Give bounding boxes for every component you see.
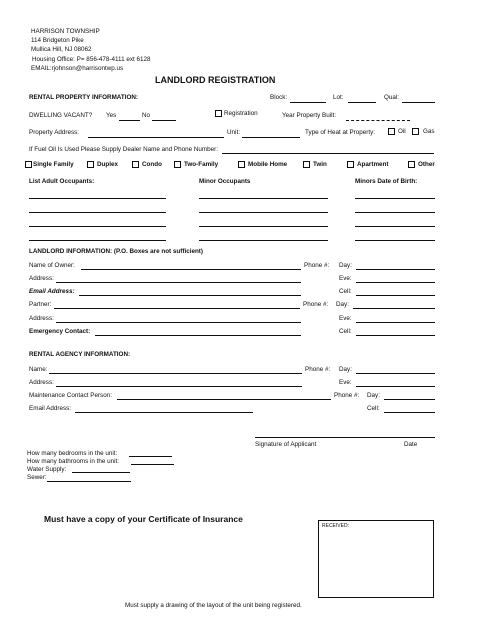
owner-address-field[interactable] — [56, 282, 301, 283]
owner-email-label: Email Address: — [29, 288, 75, 295]
minor-occupant-line[interactable] — [199, 198, 328, 199]
single-family-checkbox[interactable] — [25, 161, 32, 168]
page-title: LANDLORD REGISTRATION — [155, 75, 276, 85]
minors-dob-label: Minors Date of Birth: — [355, 178, 418, 185]
partner-label: Partner: — [29, 301, 52, 308]
agency-day-field[interactable] — [356, 373, 435, 374]
date-label: Date — [404, 441, 418, 448]
bathrooms-field[interactable] — [131, 464, 174, 465]
sewer-label: Sewer: — [27, 474, 47, 481]
owner-cell-label: Cell: — [339, 288, 352, 295]
owner-day-field[interactable] — [356, 269, 435, 270]
landlord-heading: LANDLORD INFORMATION: (P.O. Boxes are not sufficient) — [29, 248, 203, 255]
fuel-oil-dealer-field[interactable] — [222, 153, 434, 154]
agency-address-field[interactable] — [56, 386, 302, 387]
partner-address-field[interactable] — [56, 322, 301, 323]
water-supply-label: Water Supply: — [27, 466, 67, 473]
emergency-contact-field[interactable] — [95, 335, 301, 336]
agency-cell-label: Cell: — [367, 405, 380, 412]
emergency-cell-label: Cell: — [339, 328, 352, 335]
minor-dob-line[interactable] — [355, 212, 435, 213]
maintenance-day-label: Day: — [367, 392, 380, 399]
owner-email-field[interactable] — [79, 295, 301, 296]
maintenance-day-field[interactable] — [384, 399, 435, 400]
partner-address-label: Address: — [29, 315, 54, 322]
other-checkbox[interactable] — [408, 161, 415, 168]
rental-property-heading: RENTAL PROPERTY INFORMATION: — [29, 94, 139, 101]
year-built-label: Year Property Built: — [282, 112, 337, 119]
vacant-no-label: No — [142, 112, 151, 119]
partner-day-label: Day: — [336, 301, 349, 308]
property-address-label: Property Address: — [29, 129, 80, 136]
owner-cell-field[interactable] — [356, 295, 435, 296]
agency-name-field[interactable] — [49, 373, 302, 374]
apartment-label: Apartment — [357, 161, 389, 168]
unit-label: Unit: — [227, 129, 240, 136]
vacant-yes-field[interactable] — [119, 120, 140, 121]
owner-name-label: Name of Owner: — [29, 262, 75, 269]
twin-label: Twin — [313, 161, 327, 168]
sewer-field[interactable] — [47, 481, 131, 482]
agency-name-label: Name: — [29, 366, 48, 373]
vacant-yes-label: Yes — [106, 112, 117, 119]
owner-address-label: Address: — [29, 275, 54, 282]
emergency-contact-label: Emergency Contact: — [29, 328, 91, 335]
lot-label: Lot: — [333, 94, 344, 101]
agency-cell-field[interactable] — [384, 412, 435, 413]
signature-line[interactable] — [255, 437, 435, 438]
insurance-note: Must have a copy of your Certificate of Insurance — [44, 514, 243, 524]
agency-email-field[interactable] — [75, 412, 253, 413]
adult-occupant-line[interactable] — [29, 226, 166, 227]
agency-eve-label: Eve: — [339, 379, 352, 386]
adult-occupants-label: List Adult Occupants: — [29, 178, 95, 185]
agency-phone-label: Phone #: — [305, 366, 331, 373]
received-label: RECEIVED: — [322, 523, 349, 529]
emergency-cell-field[interactable] — [356, 335, 435, 336]
adult-occupant-line[interactable] — [29, 212, 166, 213]
property-address-field[interactable] — [88, 137, 224, 138]
maintenance-phone-label: Phone #: — [334, 392, 360, 399]
registration-checkbox[interactable] — [215, 110, 222, 117]
dwelling-vacant-label: DWELLING VACANT? — [29, 112, 93, 119]
unit-field[interactable] — [242, 137, 300, 138]
partner-phone-label: Phone #: — [303, 301, 329, 308]
duplex-label: Duplex — [97, 161, 118, 168]
agency-heading: RENTAL AGENCY INFORMATION: — [29, 351, 131, 358]
apartment-checkbox[interactable] — [347, 161, 354, 168]
registration-label: Registration — [224, 110, 258, 117]
agency-email-label: Email Address: — [29, 405, 71, 412]
block-label: Block: — [270, 94, 288, 101]
agency-address-label: Address: — [29, 379, 54, 386]
mobile-home-checkbox[interactable] — [238, 161, 245, 168]
maintenance-contact-label: Maintenance Contact Person: — [29, 392, 112, 399]
year-built-field[interactable] — [346, 120, 410, 121]
heat-type-label: Type of Heat at Property: — [305, 129, 376, 136]
org-email: EMAIL:rjohnson@harrisontwp.us — [31, 65, 124, 72]
agency-day-label: Day: — [339, 366, 352, 373]
qual-label: Qual: — [384, 94, 400, 101]
bedrooms-field[interactable] — [129, 456, 172, 457]
partner-eve-label: Eve: — [339, 315, 352, 322]
oil-label: Oil — [398, 128, 406, 135]
two-family-checkbox[interactable] — [174, 161, 181, 168]
org-street: 114 Bridgeton Pike — [31, 37, 84, 44]
org-office-phone: Housing Office: P= 856-478-4111 ext 6128 — [32, 56, 151, 63]
block-field[interactable] — [290, 102, 326, 103]
fuel-oil-label: If Fuel Oil Is Used Please Supply Dealer Name and Phone Number: — [29, 146, 218, 153]
condo-checkbox[interactable] — [132, 161, 139, 168]
owner-eve-field[interactable] — [356, 282, 435, 283]
adult-occupant-line[interactable] — [29, 198, 166, 199]
bedrooms-label: How many bedrooms in the unit: — [27, 450, 118, 457]
minor-dob-line[interactable] — [355, 240, 435, 241]
duplex-checkbox[interactable] — [87, 161, 94, 168]
qual-field[interactable] — [402, 102, 435, 103]
agency-eve-field[interactable] — [356, 386, 435, 387]
partner-eve-field[interactable] — [356, 322, 435, 323]
twin-checkbox[interactable] — [303, 161, 310, 168]
owner-eve-label: Eve: — [339, 275, 352, 282]
vacant-no-field[interactable] — [152, 120, 176, 121]
minor-occupant-line[interactable] — [199, 226, 328, 227]
org-city: Mullica Hill, NJ 08062 — [31, 46, 92, 53]
signature-label: Signature of Applicant — [255, 441, 317, 448]
lot-field[interactable] — [348, 102, 376, 103]
two-family-label: Two-Family — [184, 161, 219, 168]
minor-occupant-line[interactable] — [199, 212, 328, 213]
minor-dob-line[interactable] — [355, 226, 435, 227]
adult-occupant-line[interactable] — [29, 240, 166, 241]
owner-name-field[interactable] — [81, 269, 301, 270]
gas-label: Gas — [423, 128, 435, 135]
owner-phone-label: Phone #: — [304, 262, 330, 269]
partner-day-field[interactable] — [353, 308, 435, 309]
minor-occupant-line[interactable] — [199, 240, 328, 241]
maintenance-contact-field[interactable] — [117, 399, 331, 400]
owner-day-label: Day: — [339, 262, 352, 269]
water-supply-field[interactable] — [72, 472, 130, 473]
org-name: HARRISON TOWNSHIP — [31, 28, 100, 35]
minor-occupants-label: Minor Occupants — [199, 178, 251, 185]
condo-label: Condo — [142, 161, 162, 168]
gas-checkbox[interactable] — [412, 128, 419, 135]
single-family-label: Single Family — [33, 161, 74, 168]
footer-note: Must supply a drawing of the layout of the unit being registered. — [125, 602, 302, 609]
bathrooms-label: How many bathrooms in the unit: — [27, 458, 120, 465]
oil-checkbox[interactable] — [388, 128, 395, 135]
partner-field[interactable] — [54, 308, 300, 309]
mobile-home-label: Mobile Home — [248, 161, 288, 168]
received-box — [318, 520, 434, 598]
other-label: Other — [418, 161, 435, 168]
minor-dob-line[interactable] — [355, 198, 435, 199]
